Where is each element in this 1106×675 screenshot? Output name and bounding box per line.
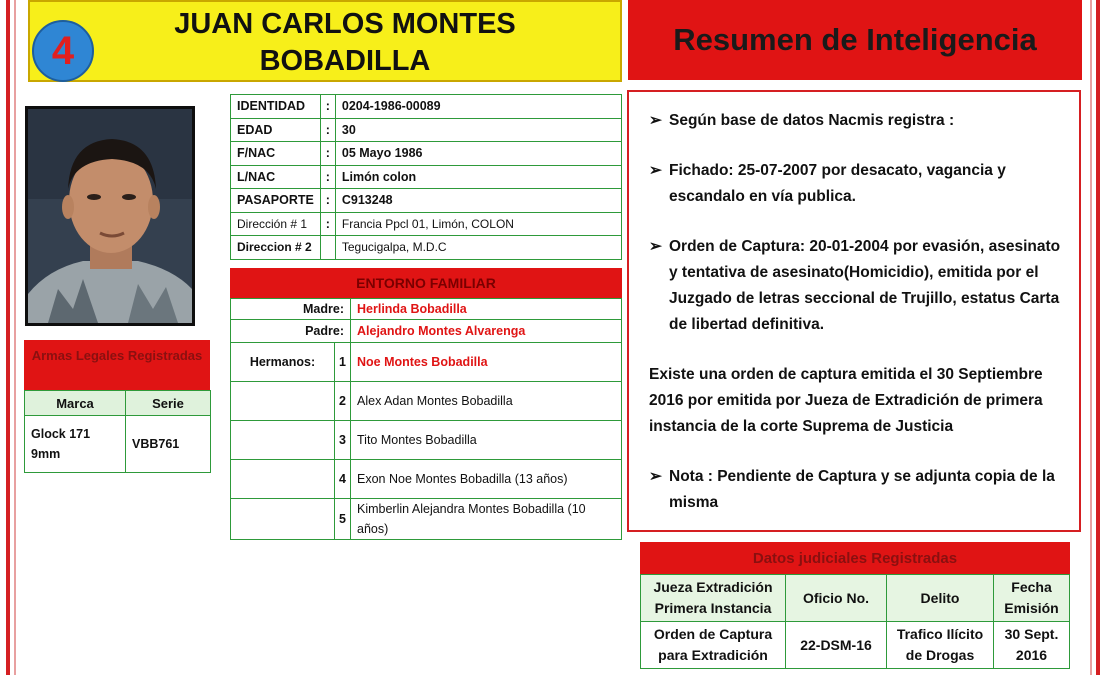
sibling-number: 3: [334, 421, 350, 460]
table-cell: Orden de Captura para Extradición: [641, 622, 786, 669]
table-row: [231, 320, 622, 343]
summary-bullet: [649, 108, 1065, 134]
suspect-photo: [25, 106, 195, 326]
serie-header: Serie: [126, 391, 211, 416]
judicial-table: [640, 574, 1070, 669]
table-cell: 22-DSM-16: [786, 622, 887, 669]
separator: :: [320, 189, 335, 213]
armas-section-title: Armas Legales Registradas: [24, 340, 210, 390]
sibling-name: Alex Adan Montes Bobadilla: [351, 382, 622, 421]
lnac-value: Limón colon: [335, 165, 621, 189]
pasaporte-value: C913248: [335, 189, 621, 213]
separator: :: [320, 212, 335, 236]
sibling-number: 4: [334, 460, 350, 499]
sibling-name: Exon Noe Montes Bobadilla (13 años): [351, 460, 622, 499]
table-row: [231, 165, 622, 189]
arrow-icon: ➢: [649, 238, 662, 255]
armas-table: [24, 390, 211, 473]
table-row: [231, 421, 622, 460]
padre-value: Alejandro Montes Alvarenga: [351, 320, 622, 343]
table-row: [231, 142, 622, 166]
sibling-name: Noe Montes Bobadilla: [351, 343, 622, 382]
summary-text-nota: Nota : Pendiente de Captura y se adjunta copia de la misma: [669, 468, 1055, 511]
separator: :: [320, 95, 335, 119]
person-name: [90, 6, 600, 80]
sibling-name: Kimberlin Alejandra Montes Bobadilla (10 años): [351, 499, 622, 540]
table-row: [231, 189, 622, 213]
identidad-value: 0204-1986-00089: [335, 95, 621, 119]
edad-value: 30: [335, 118, 621, 142]
table-header-row: [25, 391, 211, 416]
empty-cell: [231, 499, 335, 540]
table-row: [231, 95, 622, 119]
summary-text-orden-captura: Orden de Captura: 20-01-2004 por evasión, asesinato y tentativa de asesinato(Homicidio), emitida por el Juzgado de letras seccional de Trujillo, estatus Carta de libertad definitiva.: [669, 238, 1061, 333]
empty-cell: [231, 421, 335, 460]
summary-bullet: [649, 158, 1065, 210]
fnac-value: 05 Mayo 1986: [335, 142, 621, 166]
marca-value: Glock 171 9mm: [25, 416, 126, 473]
col-header: Delito: [887, 575, 994, 622]
arrow-icon: ➢: [649, 162, 662, 179]
summary-title: Resumen de Inteligencia: [628, 0, 1082, 80]
sibling-number: 1: [334, 343, 350, 382]
padre-label: Padre:: [231, 320, 351, 343]
madre-value: Herlinda Bobadilla: [351, 299, 622, 320]
number-badge: 4: [32, 20, 94, 82]
pasaporte-label: PASAPORTE: [231, 189, 321, 213]
judicial-section-title: Datos judiciales Registradas: [640, 542, 1070, 574]
serie-value: VBB761: [126, 416, 211, 473]
direccion2-value: Tegucigalpa, M.D.C: [335, 236, 621, 260]
name-line-2: BOBADILLA: [259, 45, 431, 77]
portrait-image: [28, 109, 192, 323]
table-row: [231, 460, 622, 499]
table-row: [231, 236, 622, 260]
summary-text-fichado: Fichado: 25-07-2007 por desacato, vagancia y escandalo en vía publica.: [669, 162, 1006, 205]
separator: :: [320, 142, 335, 166]
lnac-label: L/NAC: [231, 165, 321, 189]
fnac-label: F/NAC: [231, 142, 321, 166]
separator: :: [320, 118, 335, 142]
table-cell: 30 Sept. 2016: [994, 622, 1070, 669]
sibling-number: 5: [334, 499, 350, 540]
summary-text-extradicion: Existe una orden de captura emitida el 30 Septiembre 2016 por emitida por Jueza de Extradición de primera instancia de la corte Suprema de Justicia: [649, 366, 1043, 435]
sibling-name: Tito Montes Bobadilla: [351, 421, 622, 460]
table-row: [231, 299, 622, 320]
col-header: Jueza Extradición Primera Instancia: [641, 575, 786, 622]
table-cell: Trafico Ilícito de Drogas: [887, 622, 994, 669]
empty-cell: [231, 382, 335, 421]
frame-right-border: [1096, 0, 1100, 675]
family-section-title: ENTORNO FAMILIAR: [230, 268, 622, 298]
separator: :: [320, 165, 335, 189]
frame-right-inner-border: [1090, 0, 1092, 675]
col-header: Oficio No.: [786, 575, 887, 622]
table-row: [231, 343, 622, 382]
table-row: [231, 212, 622, 236]
summary-bullet: [649, 464, 1065, 516]
direccion1-label: Dirección # 1: [231, 212, 321, 236]
marca-header: Marca: [25, 391, 126, 416]
summary-text-nacmis: Según base de datos Nacmis registra :: [669, 112, 955, 129]
frame-left-border: [6, 0, 10, 675]
madre-label: Madre:: [231, 299, 351, 320]
table-row: [25, 416, 211, 473]
sibling-number: 2: [334, 382, 350, 421]
table-row: [231, 499, 622, 540]
table-header-row: [641, 575, 1070, 622]
identidad-label: IDENTIDAD: [231, 95, 321, 119]
intelligence-summary: [627, 90, 1081, 532]
separator: [320, 236, 335, 260]
personal-info-table: [230, 94, 622, 260]
name-header: [28, 0, 622, 82]
direccion1-value: Francia Ppcl 01, Limón, COLON: [335, 212, 621, 236]
summary-bullet: [649, 234, 1065, 338]
table-row: [641, 622, 1070, 669]
name-line-1: JUAN CARLOS MONTES: [174, 8, 516, 40]
arrow-icon: ➢: [649, 468, 662, 485]
hermanos-label: Hermanos:: [231, 343, 335, 382]
arrow-icon: ➢: [649, 112, 662, 129]
family-table: [230, 298, 622, 540]
col-header: Fecha Emisión: [994, 575, 1070, 622]
table-row: [231, 118, 622, 142]
direccion2-label: Direccion # 2: [231, 236, 321, 260]
table-row: [231, 382, 622, 421]
frame-left-inner-border: [14, 0, 16, 675]
edad-label: EDAD: [231, 118, 321, 142]
empty-cell: [231, 460, 335, 499]
